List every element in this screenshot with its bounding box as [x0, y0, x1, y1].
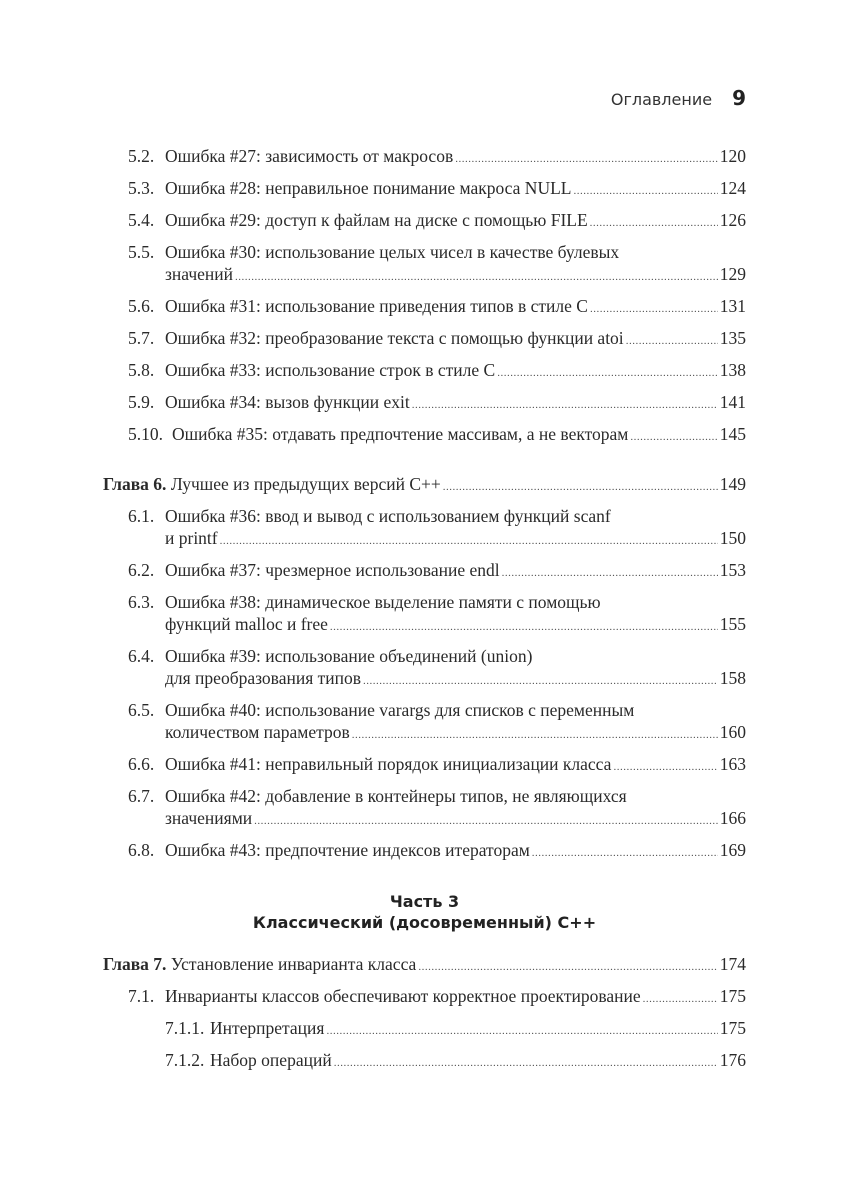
- chapter-page: 174: [719, 954, 746, 974]
- entry-title: Ошибка #33: использование строк в стиле C: [165, 360, 496, 380]
- toc-entry[interactable]: [128, 296, 746, 317]
- toc-entry[interactable]: [128, 210, 746, 231]
- toc-entry[interactable]: [128, 360, 746, 381]
- entry-page: 175: [719, 1018, 746, 1038]
- chapter-title: Установление инварианта класса: [170, 954, 417, 974]
- entry-title: Ошибка #43: предпочтение индексов итераторам: [165, 840, 530, 860]
- entry-number: 6.6.: [128, 754, 155, 774]
- toc-entry-continuation[interactable]: [165, 668, 746, 689]
- entry-title: Интерпретация: [210, 1018, 325, 1038]
- entry-number: 7.1.2.: [165, 1050, 205, 1070]
- dot-leader: [326, 1018, 717, 1039]
- chapter-page: 149: [719, 474, 746, 494]
- entry-title: Ошибка #42: добавление в контейнеры типов, не являющихся: [165, 786, 627, 806]
- entry-page: 129: [719, 264, 746, 284]
- chapter-title: Лучшее из предыдущих версий C++: [170, 474, 441, 494]
- entry-number: 5.4.: [128, 210, 155, 230]
- entry-number: 7.1.1.: [165, 1018, 205, 1038]
- toc-entry[interactable]: [128, 592, 746, 613]
- entry-page: 138: [719, 360, 746, 380]
- entry-title: Ошибка #40: использование varargs для списков с переменным: [165, 700, 635, 720]
- entry-page: 176: [719, 1050, 746, 1070]
- entry-number: 5.7.: [128, 328, 155, 348]
- entry-title: Ошибка #41: неправильный порядок инициализации класса: [165, 754, 612, 774]
- entry-title: Ошибка #39: использование объединений (union): [165, 646, 533, 666]
- entry-page: 153: [719, 560, 746, 580]
- dot-leader: [497, 360, 718, 381]
- entry-page: 155: [719, 614, 746, 634]
- toc-entry[interactable]: [128, 840, 746, 861]
- entry-number: 5.6.: [128, 296, 155, 316]
- entry-number: 6.7.: [128, 786, 155, 806]
- entry-number: 6.4.: [128, 646, 155, 666]
- running-header: [611, 86, 746, 110]
- toc-entry[interactable]: [128, 560, 746, 581]
- entry-number: 6.5.: [128, 700, 155, 720]
- dot-leader: [590, 210, 718, 231]
- dot-leader: [455, 146, 718, 167]
- entry-number: 5.2.: [128, 146, 155, 166]
- dot-leader: [613, 754, 717, 775]
- toc-entry[interactable]: [128, 754, 746, 775]
- entry-number: 6.2.: [128, 560, 155, 580]
- dot-leader: [573, 178, 717, 199]
- entry-number: 5.10.: [128, 424, 163, 444]
- toc-entry[interactable]: [128, 986, 746, 1007]
- toc-entry[interactable]: [128, 786, 746, 807]
- entry-title: Набор операций: [210, 1050, 332, 1070]
- entry-title: Ошибка #29: доступ к файлам на диске с помощью FILE: [165, 210, 588, 230]
- dot-leader: [412, 392, 718, 413]
- entry-title: Ошибка #30: использование целых чисел в качестве булевых: [165, 242, 620, 262]
- toc-entry-continuation[interactable]: [165, 614, 746, 635]
- toc-entry[interactable]: [128, 700, 746, 721]
- dot-leader: [643, 986, 718, 1007]
- toc-entry-continuation[interactable]: [165, 808, 746, 829]
- entry-page: 169: [719, 840, 746, 860]
- dot-leader: [590, 296, 718, 317]
- entry-title: Ошибка #31: использование приведения типов в стиле C: [165, 296, 588, 316]
- entry-number: 5.9.: [128, 392, 155, 412]
- entry-page: 166: [719, 808, 746, 828]
- entry-number: 6.8.: [128, 840, 155, 860]
- entry-title: Ошибка #35: отдавать предпочтение массивам, а не векторам: [172, 424, 629, 444]
- entry-page: 158: [719, 668, 746, 688]
- entry-title-continuation: для преобразования типов: [165, 668, 362, 688]
- entry-title: Ошибка #32: преобразование текста с помощью функции atoi: [165, 328, 624, 348]
- entry-title: Ошибка #37: чрезмерное использование endl: [165, 560, 500, 580]
- entry-title: Ошибка #34: вызов функции exit: [165, 392, 410, 412]
- page-number: 9: [732, 86, 746, 110]
- entry-page: 120: [719, 146, 746, 166]
- entry-title-continuation: значений: [165, 264, 234, 284]
- entry-title: Инварианты классов обеспечивают корректное проектирование: [165, 986, 641, 1006]
- dot-leader: [254, 808, 718, 829]
- toc-entry[interactable]: [128, 424, 746, 445]
- toc-entry-continuation[interactable]: [165, 528, 746, 549]
- toc-subentry[interactable]: [165, 1050, 746, 1071]
- toc-entry[interactable]: [128, 242, 746, 263]
- toc-entry[interactable]: [128, 146, 746, 167]
- dot-leader: [330, 614, 718, 635]
- entry-number: 5.8.: [128, 360, 155, 380]
- entry-number: 6.1.: [128, 506, 155, 526]
- entry-title-continuation: функций malloc и free: [165, 614, 328, 634]
- entry-number: 5.5.: [128, 242, 155, 262]
- entry-title: Ошибка #38: динамическое выделение памяти с помощью: [165, 592, 601, 612]
- entry-title-continuation: и printf: [165, 528, 218, 548]
- chapter-label: Глава 7.: [103, 954, 167, 974]
- toc-entry[interactable]: [128, 392, 746, 413]
- dot-leader: [532, 840, 718, 861]
- entry-page: 145: [719, 424, 746, 444]
- entry-page: 163: [719, 754, 746, 774]
- entry-title: Ошибка #28: неправильное понимание макроса NULL: [165, 178, 572, 198]
- toc-entry[interactable]: [128, 506, 746, 527]
- toc-chapter[interactable]: [103, 954, 746, 975]
- running-header-title: Оглавление: [610, 90, 713, 109]
- toc-entry[interactable]: [128, 646, 746, 667]
- entry-page: 141: [719, 392, 746, 412]
- entry-page: 131: [719, 296, 746, 316]
- entry-page: 150: [719, 528, 746, 548]
- entry-title: Ошибка #36: ввод и вывод с использованием функций scanf: [165, 506, 611, 526]
- dot-leader: [352, 722, 718, 743]
- entry-page: 126: [719, 210, 746, 230]
- entry-title: Ошибка #27: зависимость от макросов: [165, 146, 454, 166]
- entry-page: 135: [719, 328, 746, 348]
- entry-number: 7.1.: [128, 986, 155, 1006]
- entry-page: 175: [719, 986, 746, 1006]
- chapter-label: Глава 6.: [103, 474, 167, 494]
- entry-page: 124: [719, 178, 746, 198]
- dot-leader: [630, 424, 717, 445]
- toc-chapter[interactable]: [103, 474, 746, 495]
- dot-leader: [334, 1050, 718, 1071]
- entry-page: 160: [719, 722, 746, 742]
- part-title: Классический (досовременный) C++: [252, 913, 597, 932]
- dot-leader: [443, 474, 718, 495]
- entry-title-continuation: количеством параметров: [165, 722, 350, 742]
- toc-entry-continuation[interactable]: [165, 264, 746, 285]
- dot-leader: [626, 328, 718, 349]
- dot-leader: [220, 528, 718, 549]
- entry-number: 5.3.: [128, 178, 155, 198]
- part-label: Часть 3: [389, 892, 460, 911]
- entry-number: 6.3.: [128, 592, 155, 612]
- toc-entry[interactable]: [128, 178, 746, 199]
- dot-leader: [502, 560, 718, 581]
- dot-leader: [235, 264, 718, 285]
- dot-leader: [418, 954, 717, 975]
- toc-subentry[interactable]: [165, 1018, 746, 1039]
- toc-entry-continuation[interactable]: [165, 722, 746, 743]
- toc-entry[interactable]: [128, 328, 746, 349]
- entry-title-continuation: значениями: [165, 808, 253, 828]
- dot-leader: [363, 668, 718, 689]
